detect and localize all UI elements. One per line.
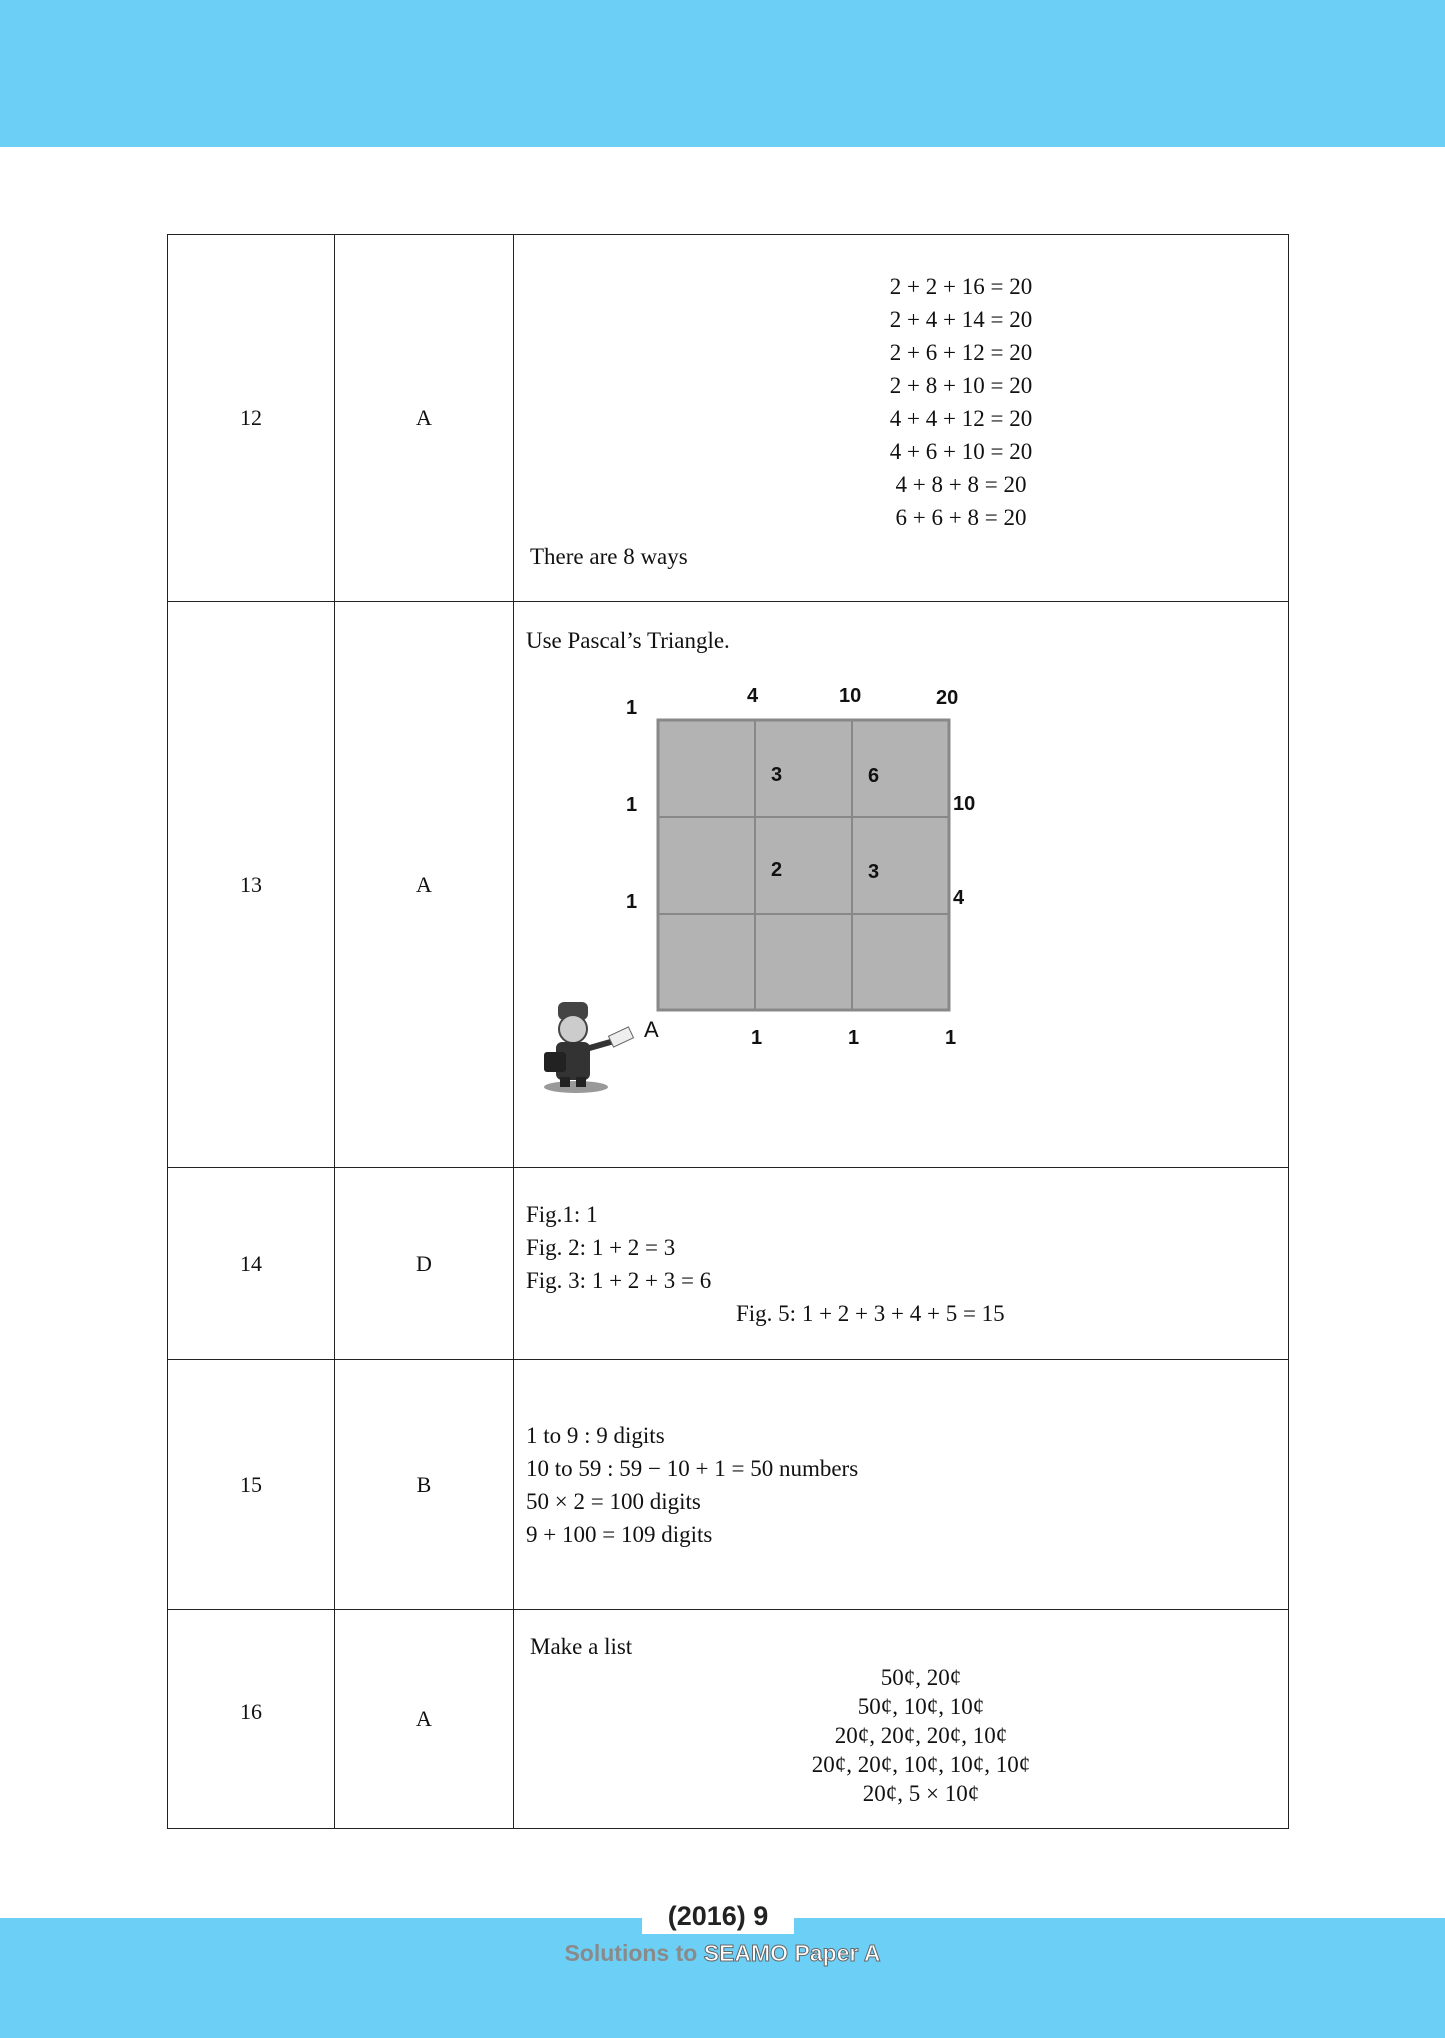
answer: A xyxy=(335,235,514,602)
working-line: 1 to 9 : 9 digits xyxy=(526,1422,665,1448)
working xyxy=(514,1168,1289,1360)
intro: Use Pascal’s Triangle. xyxy=(526,628,730,653)
grid-label: 10 xyxy=(839,685,862,707)
answer: A xyxy=(335,602,514,1168)
grid-label: 1 xyxy=(626,697,638,719)
question-number: 14 xyxy=(168,1168,335,1360)
conclusion: There are 8 ways xyxy=(530,543,688,569)
coin-combo: 20¢, 20¢, 20¢, 10¢ xyxy=(834,1723,1008,1748)
working-line: Fig. 2: 1 + 2 = 3 xyxy=(526,1234,676,1260)
working-line: 10 to 59 : 59 − 10 + 1 = 50 numbers xyxy=(526,1455,859,1481)
working-line: Fig.1: 1 xyxy=(526,1201,598,1227)
answer: D xyxy=(335,1168,514,1360)
question-number: 13 xyxy=(168,602,335,1168)
coin-combo: 20¢, 20¢, 10¢, 10¢, 10¢ xyxy=(811,1752,1031,1777)
question-number: 15 xyxy=(168,1360,335,1610)
answer: A xyxy=(335,1610,514,1829)
solutions-table xyxy=(167,234,1289,1829)
equation: 6 + 6 + 8 = 20 xyxy=(895,504,1027,530)
working xyxy=(514,235,1289,602)
footer-title-highlight: SEAMO Paper A xyxy=(703,1940,881,1966)
grid-label: 3 xyxy=(868,861,880,883)
coin-combo: 50¢, 10¢, 10¢ xyxy=(857,1694,985,1719)
coin-combo: 50¢, 20¢ xyxy=(880,1665,962,1690)
grid-label: 10 xyxy=(953,793,976,815)
question-number: 12 xyxy=(168,235,335,602)
coin-combo: 20¢, 5 × 10¢ xyxy=(862,1781,980,1806)
working-line: Fig. 3: 1 + 2 + 3 = 6 xyxy=(526,1267,712,1293)
grid-label: 20 xyxy=(936,687,959,709)
answer: B xyxy=(335,1360,514,1610)
page-number: (2016) 9 xyxy=(642,1898,794,1934)
intro: Make a list xyxy=(530,1634,633,1659)
equation: 4 + 4 + 12 = 20 xyxy=(889,405,1033,431)
grid-label: 1 xyxy=(945,1027,957,1049)
pascal-grid-diagram xyxy=(526,657,1276,1137)
working xyxy=(514,1610,1289,1829)
equation: 2 + 4 + 14 = 20 xyxy=(889,306,1033,332)
table-row xyxy=(168,602,1289,1168)
grid-label: 1 xyxy=(751,1027,763,1049)
equation: 2 + 6 + 12 = 20 xyxy=(889,339,1033,365)
grid-label: 4 xyxy=(747,685,759,707)
working xyxy=(514,1360,1289,1610)
equation: 4 + 6 + 10 = 20 xyxy=(889,438,1033,464)
start-label: A xyxy=(644,1017,659,1042)
table-row xyxy=(168,1610,1289,1829)
equation: 2 + 2 + 16 = 20 xyxy=(889,273,1033,299)
working xyxy=(514,602,1289,1168)
table-row xyxy=(168,235,1289,602)
footer-title xyxy=(0,1940,1445,1967)
working-line: 50 × 2 = 100 digits xyxy=(526,1488,701,1514)
equation: 4 + 8 + 8 = 20 xyxy=(895,471,1027,497)
header-band xyxy=(0,0,1445,147)
grid-label: 6 xyxy=(868,765,880,787)
grid-label: 2 xyxy=(771,859,783,881)
grid-label: 1 xyxy=(626,891,638,913)
footer-title-prefix: Solutions to xyxy=(564,1940,704,1966)
grid-label: 1 xyxy=(626,794,638,816)
postman-icon xyxy=(544,1002,634,1093)
equation: 2 + 8 + 10 = 20 xyxy=(889,372,1033,398)
grid-label: 3 xyxy=(771,764,783,786)
question-number: 16 xyxy=(168,1610,335,1829)
working-line: 9 + 100 = 109 digits xyxy=(526,1521,713,1547)
footer-band xyxy=(0,1918,1445,2038)
table-row xyxy=(168,1168,1289,1360)
working-line: Fig. 5: 1 + 2 + 3 + 4 + 5 = 15 xyxy=(736,1300,1005,1326)
table-row xyxy=(168,1360,1289,1610)
grid-label: 1 xyxy=(848,1027,860,1049)
grid-label: 4 xyxy=(953,887,965,909)
